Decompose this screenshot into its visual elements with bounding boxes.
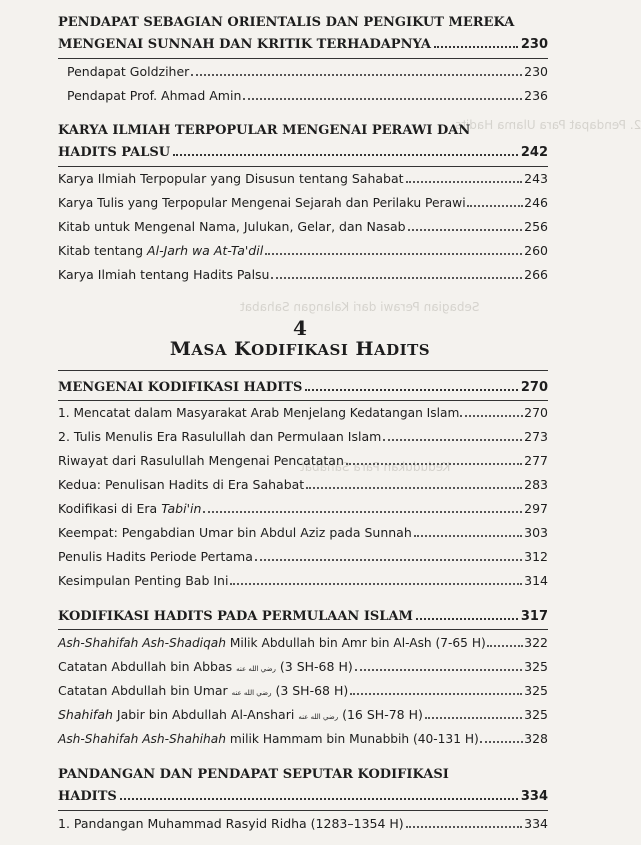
section-divider bbox=[58, 400, 548, 401]
bleed-through-text: Kedudukan Para Sahabat bbox=[300, 460, 451, 474]
toc-section-heading[interactable]: KODIFIKASI HADITS PADA PERMULAAN ISLAM 317 bbox=[58, 609, 548, 624]
toc-entry[interactable]: Kesimpulan Penting Bab Ini 314 bbox=[58, 573, 548, 588]
toc-entry[interactable]: Ash-Shahifah Ash-Shadiqah Milik Abdullah bin Amr bin Al-Ash (7-65 H) 322 bbox=[58, 635, 548, 650]
toc-section-heading[interactable]: PENDAPAT SEBAGIAN ORIENTALIS DAN PENGIKUT MEREKA MENGENAI SUNNAH DAN KRITIK TERHADAPNYA 230 bbox=[58, 15, 548, 52]
honorific-symbol: رضي الله عنه bbox=[236, 665, 276, 673]
toc-entry[interactable]: Karya Tulis yang Terpopular Mengenai Sejarah dan Perilaku Perawi 246 bbox=[58, 195, 548, 210]
toc-section-heading[interactable]: MENGENAI KODIFIKASI HADITS 270 bbox=[58, 380, 548, 395]
toc-section-heading[interactable]: KARYA ILMIAH TERPOPULAR MENGENAI PERAWI DAN HADITS PALSU 242 bbox=[58, 123, 548, 160]
toc-entry[interactable]: 1. Mencatat dalam Masyarakat Arab Menjelang Kedatangan Islam 270 bbox=[58, 405, 548, 420]
toc-entry[interactable]: Karya Ilmiah Terpopular yang Disusun tentang Sahabat 243 bbox=[58, 171, 548, 186]
toc-entry[interactable]: Kodifikasi di Era Tabi'in 297 bbox=[58, 501, 548, 516]
section-divider bbox=[58, 58, 548, 59]
bleed-through-text: Sebagian Perawi dari Kalangan Sahabat bbox=[240, 300, 480, 314]
honorific-symbol: رضي الله عنه bbox=[298, 713, 339, 721]
toc-section-heading[interactable]: PANDANGAN DAN PENDAPAT SEPUTAR KODIFIKASI HADITS 334 bbox=[58, 767, 548, 804]
toc-entry[interactable]: Shahifah Jabir bin Abdullah Al-Anshari رضي الله عنه (16 SH-78 H) 325 bbox=[58, 706, 548, 726]
toc-entry[interactable]: Karya Ilmiah tentang Hadits Palsu 266 bbox=[58, 267, 548, 282]
honorific-symbol: رضي الله عنه bbox=[231, 689, 272, 697]
toc-entry[interactable]: Catatan Abdullah bin Umar رضي الله عنه (3 SH-68 H) 325 bbox=[58, 682, 548, 702]
section-divider bbox=[58, 166, 548, 167]
toc-entry[interactable]: Keempat: Pengabdian Umar bin Abdul Aziz pada Sunnah 303 bbox=[58, 525, 548, 540]
toc-entry[interactable]: 1. Pandangan Muhammad Rasyid Ridha (1283–1354 H) 334 bbox=[58, 816, 548, 831]
chapter-number: 4 bbox=[293, 316, 307, 340]
toc-entry[interactable]: Ash-Shahifah Ash-Shahihah milik Hammam bin Munabbih (40-131 H) 328 bbox=[58, 731, 548, 746]
toc-entry[interactable]: Penulis Hadits Periode Pertama 312 bbox=[58, 549, 548, 564]
toc-entry[interactable]: Kedua: Penulisan Hadits di Era Sahabat 283 bbox=[58, 477, 548, 492]
toc-entry[interactable]: Riwayat dari Rasulullah Mengenai Pencatatan 277 bbox=[58, 453, 548, 468]
toc-entry[interactable]: Catatan Abdullah bin Abbas رضي الله عنه (3 SH-68 H) 325 bbox=[58, 658, 548, 678]
toc-entry[interactable]: Kitab tentang Al-Jarh wa At-Ta'dil 260 bbox=[58, 243, 548, 258]
section-divider bbox=[58, 629, 548, 630]
section-divider bbox=[58, 810, 548, 811]
toc-entry[interactable]: Pendapat Goldziher 230 bbox=[67, 64, 548, 79]
toc-entry[interactable]: Pendapat Prof. Ahmad Amin 236 bbox=[67, 88, 548, 103]
bleed-through-text: 2. Pendapat Para Ulama Hadits bbox=[455, 118, 641, 132]
chapter-title: MASA KODIFIKASI HADITS bbox=[169, 338, 431, 360]
toc-entry[interactable]: 2. Tulis Menulis Era Rasulullah dan Permulaan Islam 273 bbox=[58, 429, 548, 444]
toc-entry[interactable]: Kitab untuk Mengenal Nama, Julukan, Gelar, dan Nasab 256 bbox=[58, 219, 548, 234]
chapter-divider bbox=[58, 370, 548, 371]
